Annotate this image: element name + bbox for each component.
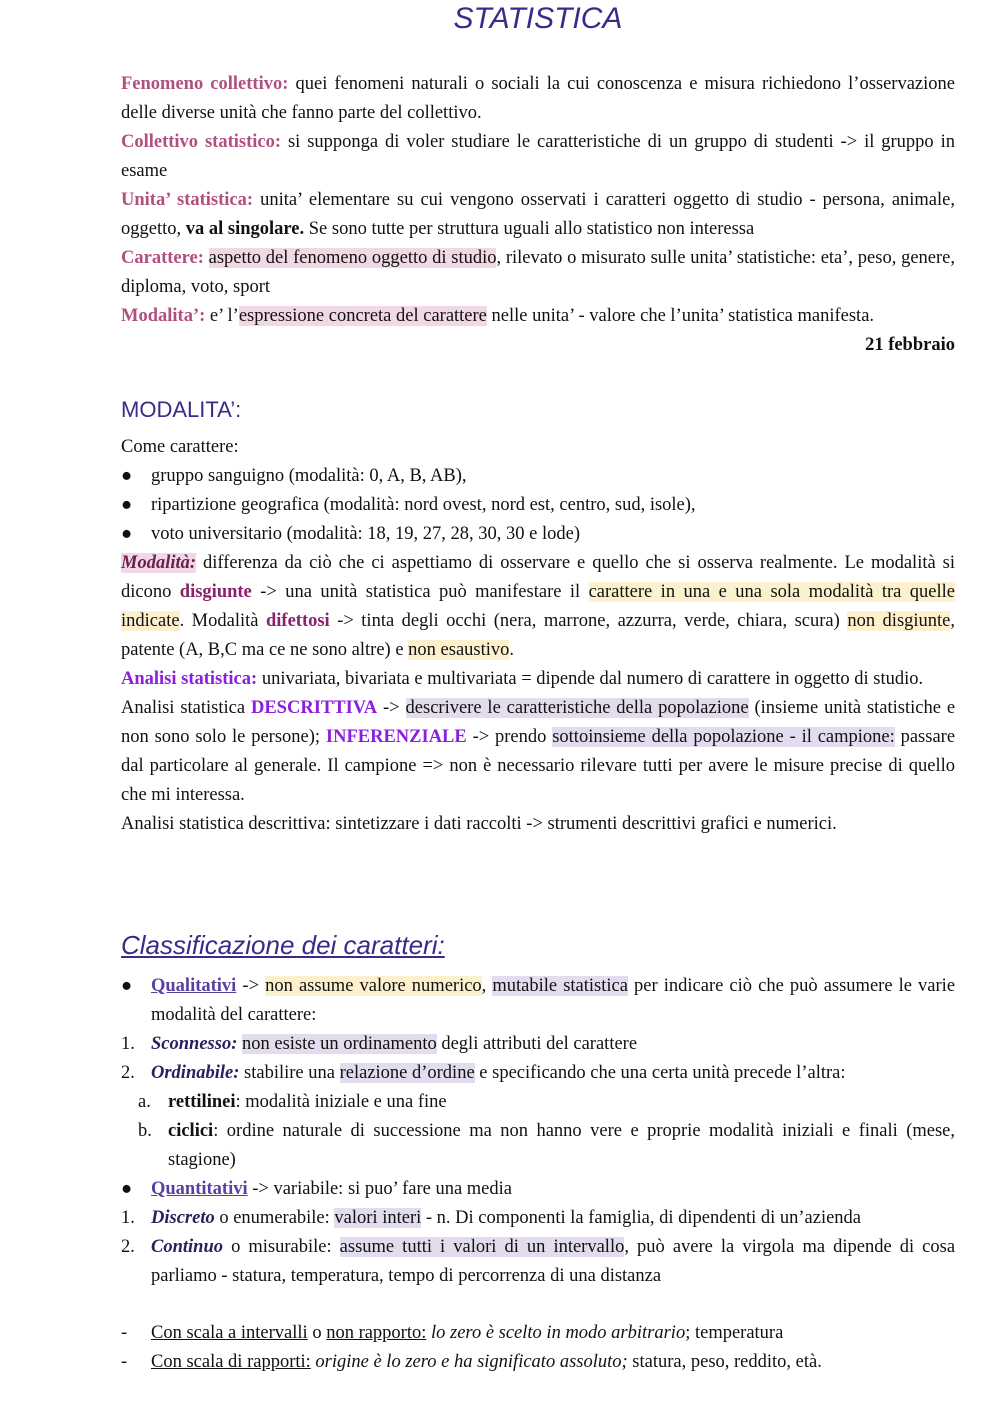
list-number: 1. (121, 1034, 135, 1054)
bullet-icon: ● (121, 976, 133, 996)
text: -> (242, 976, 260, 996)
list-item-rettilinei (121, 1088, 955, 1117)
text: o enumerabile: (219, 1208, 330, 1228)
def-term: Modalita’: (121, 306, 206, 326)
text: -> tinta degli occhi (nera, marrone, azzurra, verde, chiara, scura) (337, 611, 840, 631)
intro-text: Come carattere: (121, 437, 239, 457)
bullet-icon: ● (121, 495, 133, 515)
def-term: Unita’ statistica: (121, 190, 254, 210)
def-unita (121, 186, 955, 244)
text: differenza da ciò che ci aspettiamo di osservare e quello che si osserva realmente. Le modalità si dicono (121, 553, 956, 602)
list-item-scala-rapporti (121, 1348, 955, 1377)
text: -> variabile: si puo’ fare una media (252, 1179, 512, 1199)
term-link[interactable]: Quantitativi (151, 1179, 248, 1199)
def-term: Carattere: (121, 248, 204, 268)
list-letter: a. (138, 1092, 151, 1112)
section-heading: MODALITA’: (121, 397, 242, 422)
keyword: INFERENZIALE (325, 727, 467, 747)
def-term: Collettivo statistico: (121, 132, 282, 152)
text: : modalità iniziale e una fine (235, 1092, 447, 1112)
list-item-ordinabile (121, 1059, 955, 1088)
term-link[interactable]: Qualitativi (151, 976, 237, 996)
def-term: Fenomeno collettivo: (121, 74, 289, 94)
keyword: disgiunte (179, 582, 252, 602)
summary-paragraph: Analisi statistica descrittiva: sintetizzare i dati raccolti -> strumenti descrittivi grafici e numerici. (121, 814, 837, 834)
list-item-sconnesso (121, 1030, 955, 1059)
keyword: DESCRITTIVA (250, 698, 378, 718)
list-number: 2. (121, 1237, 135, 1257)
keyword: difettosi (265, 611, 330, 631)
text: stabilire una (244, 1063, 335, 1083)
list-item-text: gruppo sanguigno (modalità: 0, A, B, AB), (151, 466, 467, 486)
highlight: assume tutti i valori di un intervallo (339, 1237, 625, 1257)
bullet-icon: ● (121, 466, 133, 486)
bullet-icon: ● (121, 524, 133, 544)
text: o misurabile: (231, 1237, 332, 1257)
classificazione-section (121, 928, 955, 1377)
modalita-paragraph (121, 549, 955, 665)
highlight: relazione d’ordine (339, 1063, 475, 1083)
def-fenomeno (121, 70, 955, 128)
highlight: aspetto del fenomeno oggetto di studio (208, 248, 497, 268)
dash-marker: - (121, 1323, 128, 1343)
underlined-term: Con scala di rapporti: (151, 1352, 311, 1372)
highlight: non disgiunte (847, 611, 951, 631)
list-item-qualitativi (121, 972, 955, 1030)
definitions-section (121, 70, 955, 360)
text: , può avere la virgola ma dipende di cosa parliamo - statura, temperatura, tempo di percorrenza di una distanza (151, 1237, 956, 1286)
analisi-paragraph (121, 665, 955, 694)
list-item (121, 520, 955, 549)
list-item-scala-intervalli (121, 1319, 955, 1348)
list-item (121, 462, 955, 491)
text: . (509, 640, 515, 660)
text: per indicare ciò che può assumere le varie modalità del carattere: (151, 976, 956, 1025)
modalita-section (121, 395, 955, 839)
term: Ordinabile: (151, 1063, 240, 1083)
text: -> una unità statistica può manifestare il (260, 582, 581, 602)
highlight: non assume valore numerico (265, 976, 482, 996)
def-bold: va al singolare. (185, 219, 305, 239)
list-item-quantitativi (121, 1175, 955, 1204)
text: -> prendo (472, 727, 547, 747)
list-item-ciclici (121, 1117, 955, 1175)
descrittiva-paragraph (121, 694, 955, 810)
list-item-text: ripartizione geografica (modalità: nord ovest, nord est, centro, sud, isole), (151, 495, 696, 515)
list-number: 1. (121, 1208, 135, 1228)
list-item-text: voto universitario (modalità: 18, 19, 27, 28, 30, 30 e lode) (151, 524, 581, 544)
def-text: quei fenomeni naturali o sociali la cui conoscenza e misura richiedono l’osservazione delle diverse unità che fanno parte del collettivo. (121, 74, 955, 123)
highlight: valori interi (334, 1208, 422, 1228)
list-item-discreto (121, 1204, 955, 1233)
text: (insieme unità statistiche e non sono solo le persone); (121, 698, 956, 747)
italic-text: lo zero è scelto in modo arbitrario (431, 1323, 686, 1343)
underlined-term: Con scala a intervalli (151, 1323, 308, 1343)
highlight: carattere in una e una sola modalità tra quelle indicate (121, 582, 955, 631)
def-carattere (121, 244, 955, 302)
def-text: nelle unita’ - valore che l’unita’ statistica manifesta. (491, 306, 875, 326)
highlight: espressione concreta del carattere (238, 306, 487, 326)
text: -> (383, 698, 400, 718)
term: rettilinei (168, 1092, 236, 1112)
def-text: unita’ elementare su cui vengono osservati i caratteri oggetto di studio - persona, animale, oggetto, (121, 190, 955, 239)
list-number: 2. (121, 1063, 135, 1083)
list-item (121, 491, 955, 520)
text: ; temperatura (685, 1323, 784, 1343)
def-collettivo (121, 128, 955, 186)
highlight: non esiste un ordinamento (241, 1034, 437, 1054)
term: Analisi statistica: (121, 669, 258, 689)
text: e specificando che una certa unità precede l’altra: (479, 1063, 846, 1083)
section-heading: Classificazione dei caratteri: (121, 930, 445, 960)
text: passare dal particolare al generale. Il campione => non è necessario rilevare tutti per avere le misure precise di quello che mi interessa. (121, 727, 956, 805)
bullet-icon: ● (121, 1179, 133, 1199)
def-text: si supponga di voler studiare le caratteristiche di un gruppo di studenti -> il gruppo in esame (121, 132, 955, 181)
highlight: descrivere le caratteristiche della popolazione (405, 698, 749, 718)
def-text: , rilevato o misurato sulle unita’ statistiche: eta’, peso, genere, diploma, voto, sport (121, 248, 956, 297)
def-text: e’ l’ (209, 306, 239, 326)
highlight: sottoinsieme della popolazione - il campione: (552, 727, 895, 747)
text: , patente (A, B,C ma ce ne sono altre) e (121, 611, 956, 660)
list-item-continuo (121, 1233, 955, 1291)
highlight: non esaustivo (408, 640, 510, 660)
text: , (481, 976, 487, 996)
term: Modalità: (121, 553, 197, 573)
text: - n. Di componenti la famiglia, di dipendenti di un’azienda (425, 1208, 862, 1228)
term: Sconnesso: (151, 1034, 238, 1054)
term: Discreto (151, 1208, 215, 1228)
term: ciclici (168, 1121, 214, 1141)
text: degli attributi del carattere (441, 1034, 638, 1054)
page-title: STATISTICA (453, 2, 623, 35)
date-label: 21 febbraio (865, 335, 955, 355)
highlight: mutabile statistica (492, 976, 628, 996)
text: Analisi statistica (121, 698, 246, 718)
text: : ordine naturale di successione ma non hanno vere e proprie modalità iniziali e finali (mese, stagione) (168, 1121, 955, 1170)
def-modalita (121, 302, 955, 331)
text: o (312, 1323, 322, 1343)
dash-marker: - (121, 1352, 128, 1372)
term: Continuo (151, 1237, 223, 1257)
text: . Modalità (179, 611, 259, 631)
list-letter: b. (138, 1121, 152, 1141)
underlined-term: non rapporto: (326, 1323, 427, 1343)
text: univariata, bivariata e multivariata = dipende dal numero di carattere in oggetto di studio. (261, 669, 924, 689)
text: statura, peso, reddito, età. (632, 1352, 822, 1372)
italic-text: origine è lo zero e ha significato assoluto; (315, 1352, 628, 1372)
def-text: Se sono tutte per struttura uguali allo statistico non interessa (308, 219, 755, 239)
